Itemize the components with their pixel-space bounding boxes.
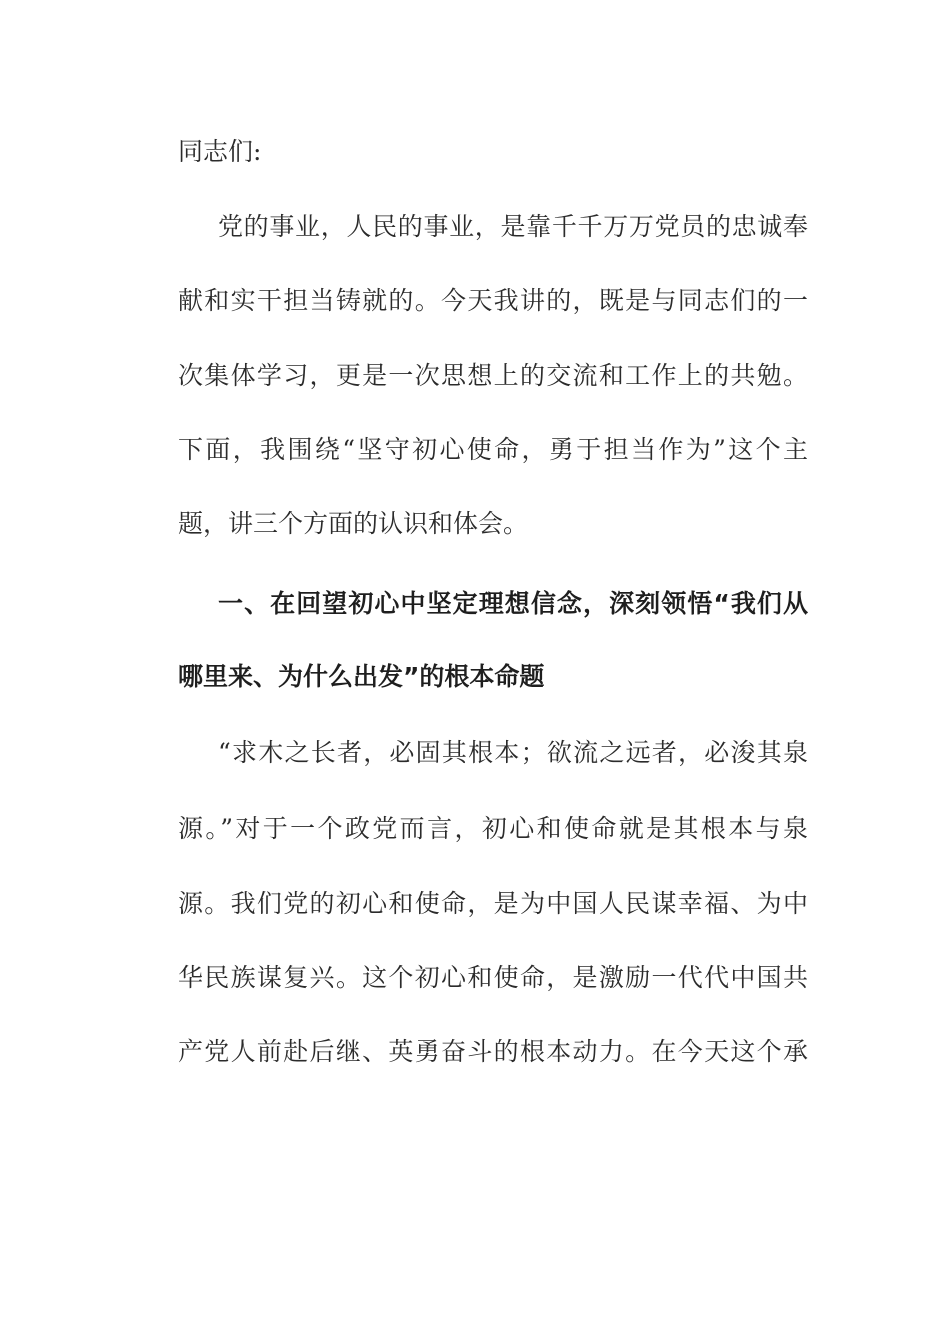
paragraph-1-line-3: 次集体学习，更是一次思想上的交流和工作上的共勉。 [178,361,808,390]
paragraph-2-line-3: 源。我们党的初心和使命，是为中国人民谋幸福、为中 [178,889,808,918]
paragraph-1-line-2: 献和实干担当铸就的。今天我讲的，既是与同志们的一 [178,286,808,315]
paragraph-2-line-5: 产党人前赴后继、英勇奋斗的根本动力。在今天这个承 [178,1037,808,1066]
salutation: 同志们: [178,137,262,166]
paragraph-1-line-4: 下面，我围绕“坚守初心使命，勇于担当作为”这个主 [178,435,808,464]
paragraph-1-line-5: 题，讲三个方面的认识和体会。 [178,509,529,538]
paragraph-2-line-4: 华民族谋复兴。这个初心和使命，是激励一代代中国共 [178,963,808,992]
heading-1-line-1: 一、在回望初心中坚定理想信念，深刻领悟“我们从 [218,589,808,618]
paragraph-2-line-1: “求木之长者，必固其根本；欲流之远者，必浚其泉 [218,738,808,767]
paragraph-2-line-2: 源。”对于一个政党而言，初心和使命就是其根本与泉 [178,814,808,843]
heading-1-line-2: 哪里来、为什么出发”的根本命题 [178,662,545,691]
paragraph-1-line-1: 党的事业，人民的事业，是靠千千万万党员的忠诚奉 [218,212,808,241]
